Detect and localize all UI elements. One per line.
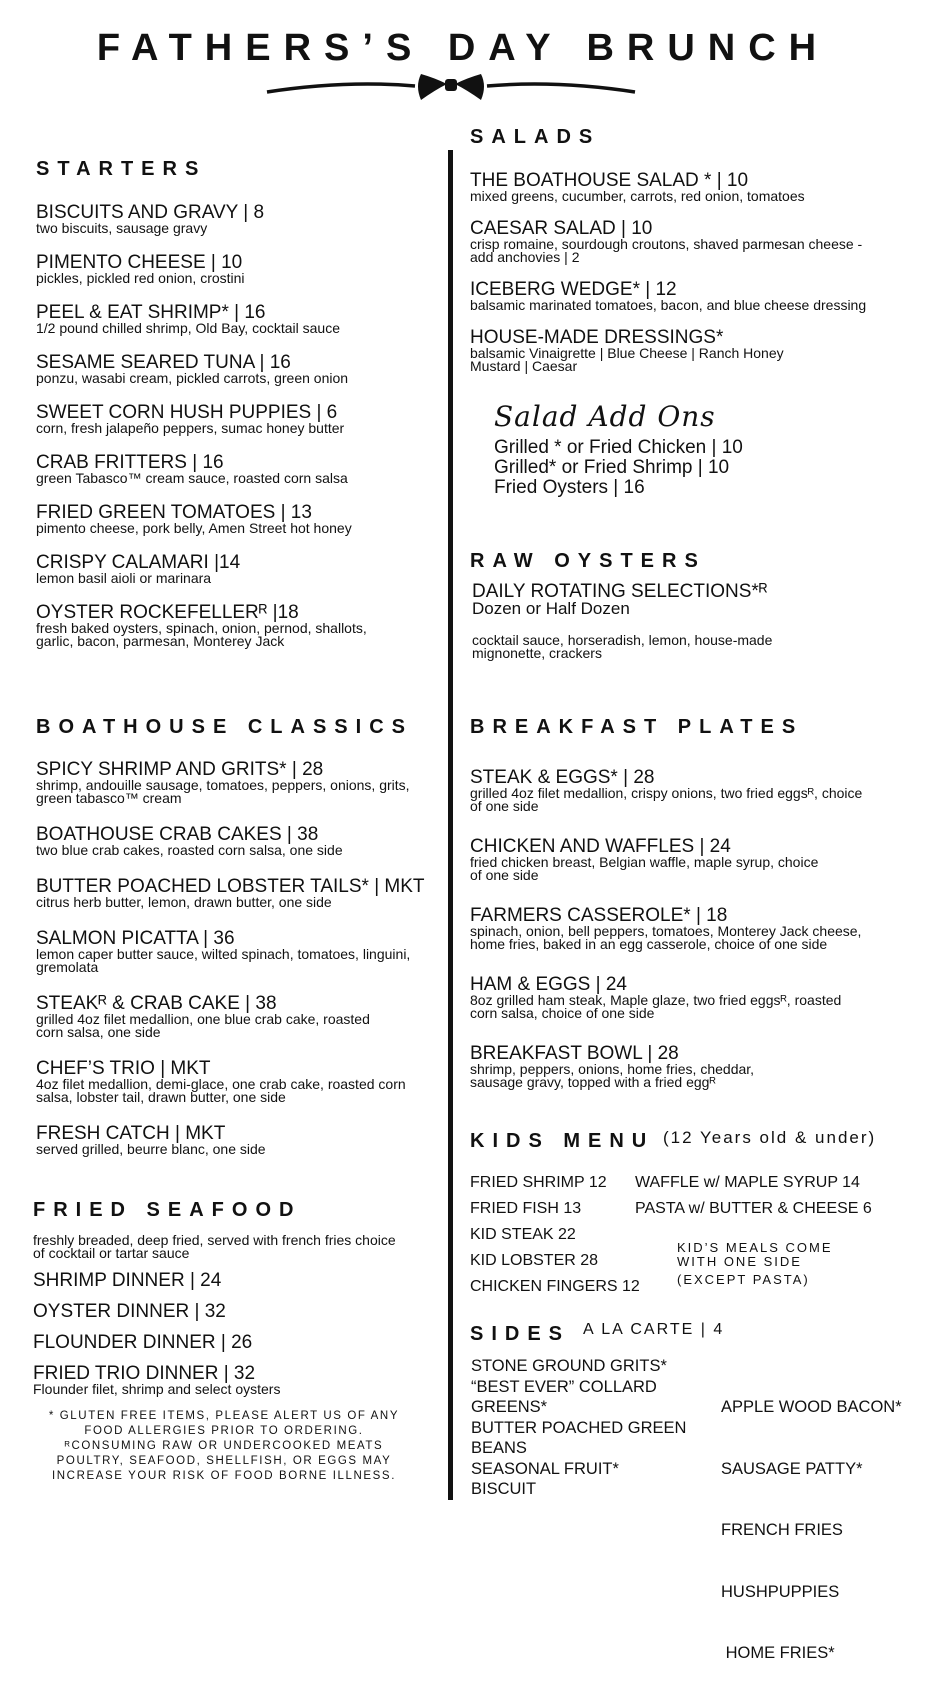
side-item: “BEST EVER” COLLARD (471, 1377, 657, 1396)
kids-heading: KIDS MENU (470, 1130, 655, 1152)
menu-item: ICEBERG WEDGE* | 12 balsamic marinated tomatoes, bacon, and blue cheese dressing (470, 279, 867, 313)
menu-item: CHEF’S TRIO | MKT 4oz filet medallion, demi-glace, one crab cake, roasted corn salsa, lobster tail, drawn butter, one side (36, 1058, 406, 1105)
kids-note: KID’S MEALS COME WITH ONE SIDE (EXCEPT PASTA) (677, 1240, 833, 1287)
bow-tie-icon (265, 66, 637, 106)
salads-list (470, 171, 900, 373)
menu-item: STEAK & EGGS* | 28 grilled 4oz filet medallion, crispy onions, two fried eggsᴿ, choice of one side (470, 767, 863, 814)
menu-item: HAM & EGGS | 24 8oz grilled ham steak, Maple glaze, two fried eggsᴿ, roasted corn salsa, choice of one side (470, 974, 842, 1021)
menu-item: HOUSE-MADE DRESSINGS* balsamic Vinaigrette | Blue Cheese | Ranch Honey Mustard | Caesar (470, 327, 784, 374)
kids-item: WAFFLE w/ MAPLE SYRUP 14 (635, 1174, 860, 1191)
kids-list-left (470, 1170, 640, 1300)
side-item: BUTTER POACHED GREEN (471, 1418, 687, 1437)
addon-item: Grilled* or Fried Shrimp | 10 (494, 457, 730, 478)
menu-item: THE BOATHOUSE SALAD * | 10 mixed greens, cucumber, carrots, red onion, tomatoes (470, 170, 805, 204)
menu-item: FLOUNDER DINNER | 26 (33, 1332, 253, 1353)
salads-heading: SALADS (470, 126, 601, 148)
menu-item: OYSTER ROCKEFELLERᴿ |18 fresh baked oysters, spinach, onion, pernod, shallots, garlic, bacon, parmesan, Monterey Jack (36, 602, 367, 649)
side-item: APPLE WOOD BACON* (721, 1398, 902, 1416)
side-item: SEASONAL FRUIT* (471, 1459, 619, 1478)
sides-list-left (471, 1356, 686, 1500)
kids-item: FRIED SHRIMP 12 (470, 1174, 607, 1191)
side-item: FRENCH FRIES (721, 1521, 843, 1539)
sides-list-right (721, 1356, 902, 1684)
addon-item: Fried Oysters | 16 (494, 477, 645, 498)
side-item: STONE GROUND GRITS* (471, 1357, 667, 1375)
kids-subheading: (12 Years old & under) (663, 1128, 877, 1147)
starters-heading: STARTERS (36, 158, 207, 180)
page-title: FATHERS’S DAY BRUNCH (96, 27, 830, 69)
breakfast-list (470, 768, 900, 1089)
classics-list (36, 760, 446, 1156)
column-divider (448, 150, 453, 1500)
side-item: HUSHPUPPIES (721, 1582, 840, 1601)
menu-item: CAESAR SALAD | 10 crisp romaine, sourdough croutons, shaved parmesan cheese - add anchovies | 2 (470, 218, 863, 265)
oysters-name: DAILY ROTATING SELECTIONS*ᴿ (472, 581, 768, 602)
side-item: BISCUIT (471, 1480, 537, 1498)
kids-item: PASTA w/ BUTTER & CHEESE 6 (635, 1200, 872, 1217)
side-item: BEANS (471, 1439, 527, 1457)
oysters-heading: RAW OYSTERS (470, 550, 706, 572)
kids-item: FRIED FISH 13 (470, 1200, 582, 1217)
oysters-desc: cocktail sauce, horseradish, lemon, house-made mignonette, crackers (472, 632, 773, 661)
starters-list (36, 203, 446, 666)
menu-item-desc: Flounder filet, shrimp and select oysters (33, 1381, 281, 1397)
menu-item: OYSTER DINNER | 32 (33, 1301, 226, 1322)
menu-item: CHICKEN AND WAFFLES | 24 fried chicken breast, Belgian waffle, maple syrup, choice of one side (470, 836, 819, 883)
fried-heading: FRIED SEAFOOD (33, 1199, 302, 1221)
allergy-disclaimer: * GLUTEN FREE ITEMS, PLEASE ALERT US OF ANY FOOD ALLERGIES PRIOR TO ORDERING. ᴿCONSUMING RAW OR UNDERCOOKED MEATS POULTRY, SEAFOOD, SHELLFISH, OR EGGS MAY INCREASE YOUR RISK OF FOOD BORNE ILLNESS. (48, 1410, 400, 1482)
menu-item: BUTTER POACHED LOBSTER TAILS* | MKT citrus herb butter, lemon, drawn butter, one side (36, 876, 425, 910)
menu-item: CRISPY CALAMARI |14 lemon basil aioli or marinara (36, 552, 241, 586)
menu-item: BREAKFAST BOWL | 28 shrimp, peppers, onions, home fries, cheddar, sausage gravy, topped with a fried eggᴿ (470, 1043, 755, 1090)
menu-item: PEEL & EAT SHRIMP* | 16 1/2 pound chilled shrimp, Old Bay, cocktail sauce (36, 302, 341, 336)
side-item: HOME FRIES* (721, 1644, 835, 1662)
menu-item: SWEET CORN HUSH PUPPIES | 6 corn, fresh jalapeño peppers, sumac honey butter (36, 402, 345, 436)
menu-item: SALMON PICATTA | 36 lemon caper butter sauce, wilted spinach, tomatoes, linguini, gremolata (36, 928, 411, 975)
menu-item: PIMENTO CHEESE | 10 pickles, pickled red onion, crostini (36, 252, 245, 286)
sides-subheading: A LA CARTE | 4 (583, 1321, 725, 1338)
side-item: GREENS* (471, 1398, 548, 1416)
menu-item: FRESH CATCH | MKT served grilled, beurre blanc, one side (36, 1123, 266, 1157)
menu-item: FRIED GREEN TOMATOES | 13 pimento cheese, pork belly, Amen Street hot honey (36, 502, 352, 536)
classics-heading: BOATHOUSE CLASSICS (36, 716, 413, 738)
kids-list-right (635, 1170, 872, 1222)
menu-item: STEAKᴿ & CRAB CAKE | 38 grilled 4oz filet medallion, one blue crab cake, roasted corn salsa, one side (36, 993, 370, 1040)
menu-item: FARMERS CASSEROLE* | 18 spinach, onion, bell peppers, tomatoes, Monterey Jack cheese, home fries, baked in an egg casserole, choice of one side (470, 905, 862, 952)
oysters-sub: Dozen or Half Dozen (472, 599, 630, 618)
fried-list (33, 1271, 443, 1396)
breakfast-heading: BREAKFAST PLATES (470, 716, 804, 738)
menu-item: SHRIMP DINNER | 24 (33, 1270, 222, 1291)
side-item: SAUSAGE PATTY* (721, 1459, 863, 1478)
salad-addons-heading: Salad Add Ons (494, 400, 716, 433)
kids-item: CHICKEN FINGERS 12 (470, 1278, 640, 1295)
sides-heading: SIDES (470, 1323, 571, 1345)
menu-item: BOATHOUSE CRAB CAKES | 38 two blue crab cakes, roasted corn salsa, one side (36, 824, 343, 858)
menu-item: BISCUITS AND GRAVY | 8 two biscuits, sausage gravy (36, 202, 265, 236)
menu-item: SPICY SHRIMP AND GRITS* | 28 shrimp, andouille sausage, tomatoes, peppers, onions, grits, green tabasco™ cream (36, 759, 410, 806)
kids-item: KID LOBSTER 28 (470, 1252, 599, 1269)
menu-item: SESAME SEARED TUNA | 16 ponzu, wasabi cream, pickled carrots, green onion (36, 352, 349, 386)
fried-intro: freshly breaded, deep fried, served with french fries choice of cocktail or tartar sauce (33, 1232, 396, 1261)
menu-item: FRIED TRIO DINNER | 32 (33, 1363, 256, 1384)
kids-item: KID STEAK 22 (470, 1226, 576, 1243)
menu-item: CRAB FRITTERS | 16 green Tabasco™ cream sauce, roasted corn salsa (36, 452, 348, 486)
addon-item: Grilled * or Fried Chicken | 10 (494, 437, 743, 458)
salad-addons-list (494, 438, 743, 498)
